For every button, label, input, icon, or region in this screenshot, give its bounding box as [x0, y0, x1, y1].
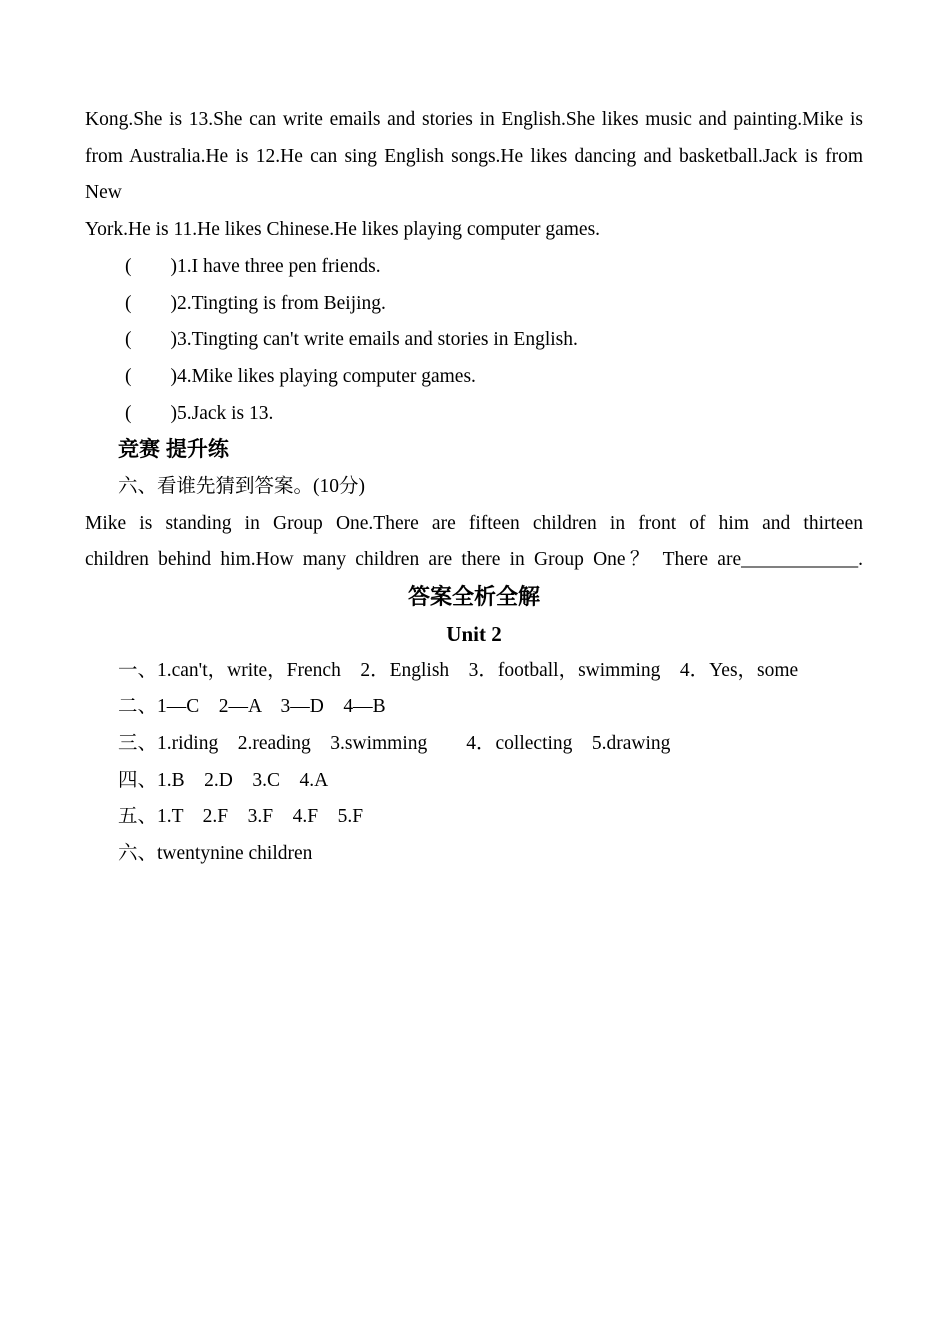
answers-section — [85, 579, 863, 873]
true-false-questions — [85, 249, 863, 433]
answer-line-6: 六、twentynine children — [118, 843, 313, 865]
tf-question-3: ( )3.Tingting can't write emails and stories in English. — [125, 329, 578, 351]
answers-section-title: 答案全析全解 — [407, 584, 540, 610]
answers-unit-title: Unit 2 — [446, 621, 502, 646]
tf-question-2: ( )2.Tingting is from Beijing. — [125, 292, 386, 314]
answer-line-2: 二、1—C 2—A 3—D 4—B — [118, 696, 386, 718]
tf-question-4: ( )4.Mike likes playing computer games. — [125, 365, 476, 387]
answer-line-3: 三、1.riding 2.reading 3.swimming 4．collecting 5.drawing — [118, 732, 671, 754]
contest-question-title: 六、看谁先猜到答案。(10分) — [118, 476, 365, 498]
tf-question-5: ( )5.Jack is 13. — [125, 402, 274, 424]
contest-passage-line-2: children behind him.How many children are there in Group One？ There are____________. — [85, 549, 863, 571]
answer-line-1: 一、1.can't，write，French 2．English 3．football，swimming 4．Yes，some — [118, 659, 799, 681]
contest-passage-line-1: Mike is standing in Group One.There are fifteen children in front of him and thirteen — [85, 512, 863, 534]
reading-passage-line-3: York.He is 11.He likes Chinese.He likes playing computer games. — [85, 219, 601, 241]
reading-passage-line-2: from Australia.He is 12.He can sing English songs.He likes dancing and basketball.Jack is from New — [85, 145, 868, 204]
contest-section-heading: 竞赛 提升练 — [118, 438, 229, 462]
answer-line-5: 五、1.T 2.F 3.F 4.F 5.F — [118, 806, 364, 828]
answer-line-4: 四、1.B 2.D 3.C 4.A — [118, 769, 329, 791]
tf-question-1: ( )1.I have three pen friends. — [125, 255, 381, 277]
reading-passage-line-1: Kong.She is 13.She can write emails and stories in English.She likes music and painting.Mike is — [85, 109, 863, 130]
reading-passage — [85, 102, 868, 249]
contest-section — [85, 432, 863, 579]
